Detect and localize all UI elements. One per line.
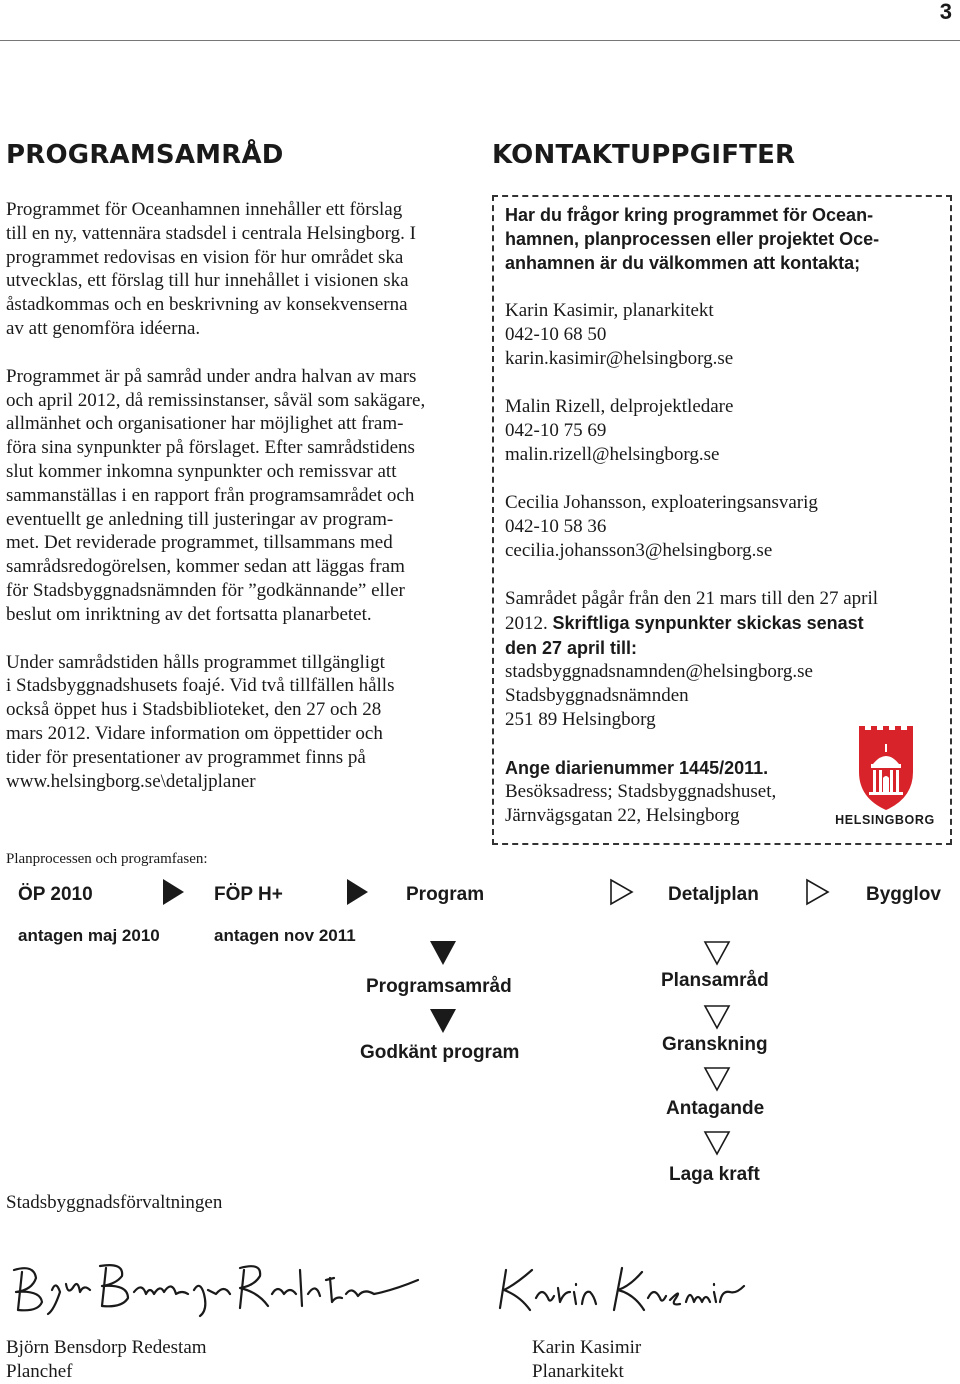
paragraph-line: utvecklas, ett förslag till hur innehållet i visionen ska	[6, 270, 409, 292]
paragraph-line: www.helsingborg.se\detaljplaner	[6, 770, 256, 792]
person-email: cecilia.johansson3@helsingborg.se	[505, 540, 773, 561]
step-granskning: Granskning	[662, 1034, 768, 1055]
arrow-right-filled-icon	[162, 878, 186, 906]
step-programsamrad: Programsamråd	[366, 976, 512, 997]
paragraph-line: allmänhet och organisationer har möjlighet att fram-	[6, 413, 404, 435]
paragraph-line: samrådsredogörelsen, kommer sedan att läggas fram	[6, 556, 405, 578]
person-phone: 042-10 58 36	[505, 516, 607, 537]
period-deadline: Skriftliga synpunkter skickas senast	[552, 613, 864, 633]
paragraph-line: i Stadsbyggnadshusets foajé. Vid två tillfällen hålls	[6, 675, 395, 697]
period-line-2	[505, 611, 945, 636]
diarie-number: Ange diarienummer 1445/2011.	[505, 758, 769, 778]
person-phone: 042-10 68 50	[505, 324, 607, 345]
paragraph-line: Programmet är på samråd under andra halvan av mars	[6, 365, 417, 387]
kontaktuppgifter-heading: KONTAKTUPPGIFTER	[492, 140, 796, 170]
helsingborg-shield-icon	[835, 720, 935, 830]
step-fop-h: FÖP H+	[214, 884, 283, 905]
person-role: Cecilia Johansson, exploateringsansvarig	[505, 492, 818, 513]
left-body	[6, 198, 476, 793]
paragraph-line: programmet redovisas en vision för hur området ska	[6, 246, 404, 268]
left-column	[6, 140, 476, 793]
step-bygglov: Bygglov	[866, 884, 941, 905]
paragraph-line: slut kommer inkomna synpunkter och remissvar att	[6, 460, 397, 482]
person-role: Karin Kasimir, planarkitekt	[505, 300, 714, 321]
contact-intro-1: Har du frågor kring programmet för Ocean-	[505, 205, 874, 225]
visit-address-1: Besöksadress; Stadsbyggnadshuset,	[505, 781, 777, 802]
paragraph-line: och april 2012, då remissinstanser, såväl som sakägare,	[6, 389, 426, 411]
step-godkant-program: Godkänt program	[360, 1042, 520, 1063]
address-email: stadsbyggnadsnamnden@helsingborg.se	[505, 661, 813, 682]
signer2-title: Planarkitekt	[532, 1361, 624, 1382]
paragraph-line: åstadkommas och en beskrivning av konsekvenserna	[6, 294, 408, 316]
arrow-down-outline-icon	[703, 1004, 731, 1030]
arrow-right-outline-icon	[805, 878, 831, 906]
step-detaljplan: Detaljplan	[668, 884, 759, 905]
paragraph-line: föra sina synpunkter på förslaget. Efter samrådstidens	[6, 437, 415, 459]
contact-heading-wrap	[492, 140, 795, 170]
contact-intro-2: hamnen, planprocessen eller projektet Oce-	[505, 229, 880, 249]
paragraph-line: Programmet för Oceanhamnen innehåller ett förslag	[6, 199, 403, 220]
process-caption: Planprocessen och programfasen:	[6, 851, 208, 867]
paragraph-line: av att genomföra idéerna.	[6, 317, 201, 339]
step-plansamrad: Plansamråd	[661, 970, 769, 991]
paragraph-line: beslut om inriktning av det fortsatta planarbetet.	[6, 603, 372, 625]
logo-wordmark: HELSINGBORG	[835, 813, 935, 827]
top-divider	[0, 40, 960, 41]
arrow-right-outline-icon	[609, 878, 635, 906]
signature-karin-image	[492, 1258, 752, 1318]
paragraph-line: för Stadsbyggnadsnämnden för ”godkännande” eller	[6, 579, 405, 601]
person-role: Malin Rizell, delprojektledare	[505, 396, 734, 417]
arrow-down-filled-icon	[429, 1008, 457, 1034]
paragraph-line: till en ny, vattennära stadsdel i centrala Helsingborg. I	[6, 222, 416, 244]
helsingborg-logo	[835, 720, 935, 830]
page-number: 3	[939, 0, 952, 24]
period-line-3: den 27 april till:	[505, 638, 638, 658]
address-recipient: Stadsbyggnadsnämnden	[505, 685, 689, 706]
body-paragraph	[6, 365, 476, 627]
signer2-name: Karin Kasimir	[532, 1337, 642, 1358]
signature-bjorn-image	[4, 1250, 424, 1320]
arrow-down-filled-icon	[429, 940, 457, 966]
paragraph-line: sammanställas i en rapport från programsamrådet och	[6, 484, 415, 506]
date-fop: antagen nov 2011	[214, 926, 356, 945]
person-phone: 042-10 75 69	[505, 420, 607, 441]
step-program: Program	[406, 884, 485, 905]
body-paragraph	[6, 651, 476, 794]
paragraph-line: Under samrådstiden hålls programmet tillgängligt	[6, 651, 385, 673]
step-laga-kraft: Laga kraft	[669, 1164, 760, 1185]
body-paragraph	[6, 198, 476, 341]
paragraph-line: tider för presentationer av programmet finns på	[6, 746, 366, 768]
paragraph-line: mars 2012. Vidare information om öppettider och	[6, 722, 383, 744]
date-op: antagen maj 2010	[18, 926, 160, 945]
paragraph-line: också öppet hus i Stadsbiblioteket, den 27 och 28	[6, 699, 382, 721]
person-email: malin.rizell@helsingborg.se	[505, 444, 720, 465]
period-line-1: Samrådet pågår från den 21 mars till den 27 april	[505, 588, 879, 609]
arrow-down-outline-icon	[703, 1066, 731, 1092]
period-year: 2012.	[505, 613, 553, 634]
signer1-title: Planchef	[6, 1361, 73, 1382]
org-name: Stadsbyggnadsförvaltningen	[6, 1192, 223, 1213]
paragraph-line: met. Det reviderade programmet, tillsammans med	[6, 532, 393, 554]
arrow-down-outline-icon	[703, 1130, 731, 1156]
arrow-right-filled-icon	[346, 878, 370, 906]
paragraph-line: eventuellt ge anledning till justeringar av program-	[6, 508, 394, 530]
visit-address-2: Järnvägsgatan 22, Helsingborg	[505, 805, 740, 826]
address-postal: 251 89 Helsingborg	[505, 709, 656, 730]
signer1-name: Björn Bensdorp Redestam	[6, 1337, 207, 1358]
arrow-down-outline-icon	[703, 940, 731, 966]
person-email: karin.kasimir@helsingborg.se	[505, 348, 734, 369]
step-op-2010: ÖP 2010	[18, 884, 93, 905]
programsamrad-heading: PROGRAMSAMRÅD	[6, 140, 284, 170]
contact-intro-3: anhamnen är du välkommen att kontakta;	[505, 253, 861, 273]
step-antagande: Antagande	[666, 1098, 765, 1119]
